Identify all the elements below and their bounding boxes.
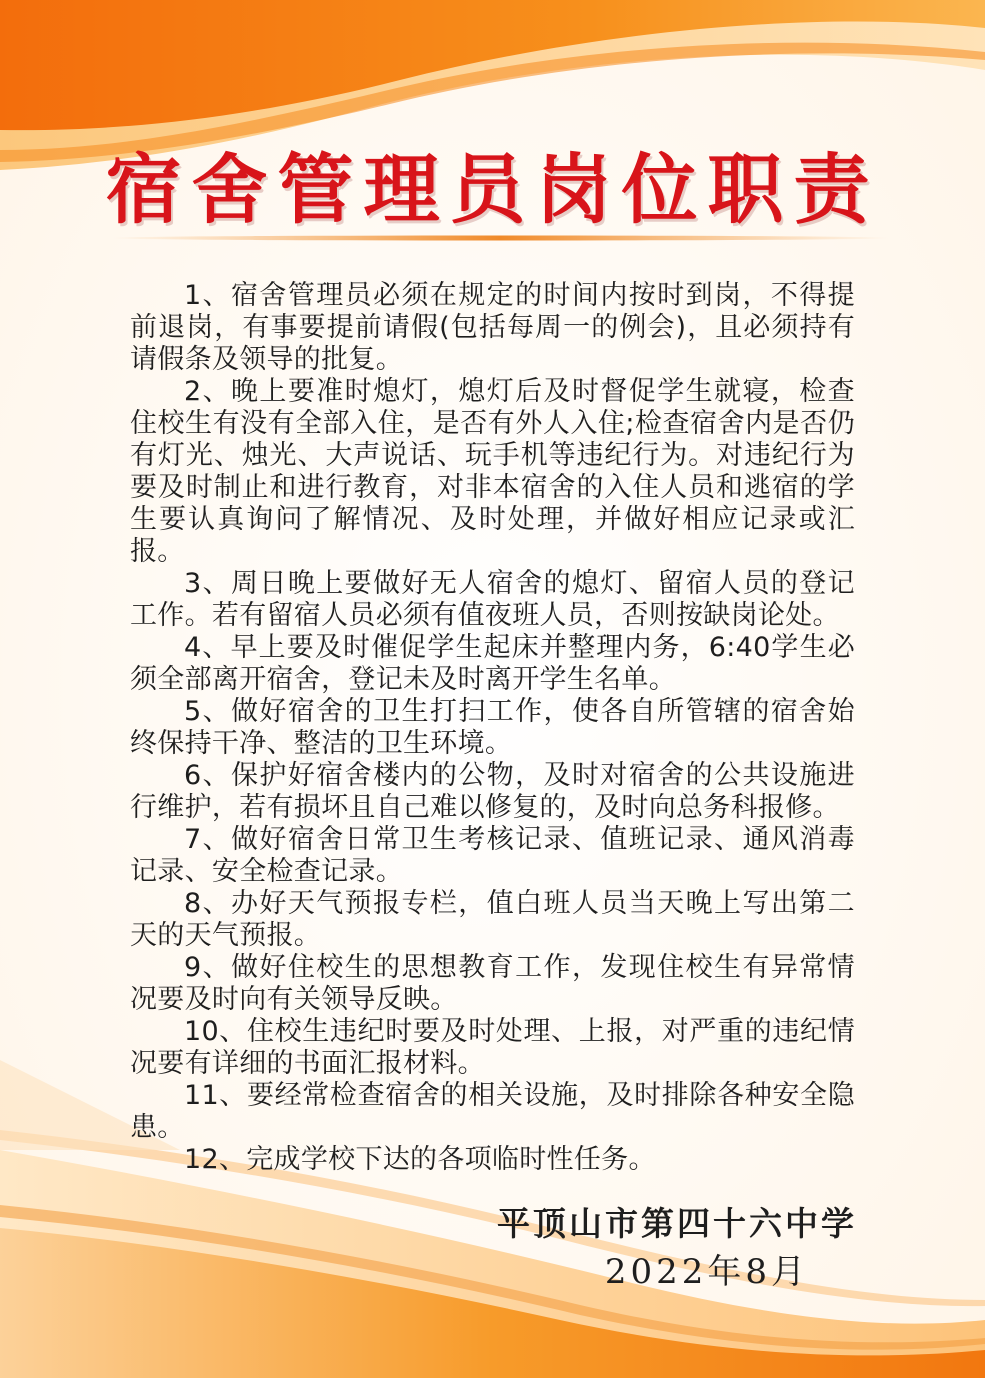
page-title: 宿舍管理员岗位职责 (105, 145, 880, 234)
duty-item-2: 2、晚上要准时熄灯，熄灯后及时督促学生就寝，检查住校生有没有全部入住，是否有外人入住;检查宿舍内是否仍有灯光、烛光、大声说话、玩手机等违纪行为。对违纪行为要及时制止和进行教育，对非本宿舍的入住人员和逃宿的学生要认真询问了解情况、及时处理，并做好相应记录或汇报。 (130, 376, 855, 567)
duty-item-1: 1、宿舍管理员必须在规定的时间内按时到岗，不得提前退岗，有事要提前请假(包括每周一的例会)，且必须持有请假条及领导的批复。 (130, 280, 855, 375)
issue-date: 2022年8月 (604, 1252, 809, 1292)
duty-item-8: 8、办好天气预报专栏，值白班人员当天晚上写出第二天的天气预报。 (130, 888, 855, 951)
duty-item-7: 7、做好宿舍日常卫生考核记录、值班记录、通风消毒记录、安全检查记录。 (130, 824, 855, 887)
duty-item-12: 12、完成学校下达的各项临时性任务。 (184, 1144, 656, 1175)
school-name: 平顶山市第四十六中学 (497, 1204, 857, 1243)
duty-item-9: 9、做好住校生的思想教育工作，发现住校生有异常情况要及时向有关领导反映。 (130, 952, 855, 1015)
duty-item-10: 10、住校生违纪时要及时处理、上报，对严重的违纪情况要有详细的书面汇报材料。 (130, 1016, 855, 1079)
duty-item-5: 5、做好宿舍的卫生打扫工作，使各自所管辖的宿舍始终保持干净、整洁的卫生环境。 (130, 696, 855, 759)
duty-item-6: 6、保护好宿舍楼内的公物，及时对宿舍的公共设施进行维护，若有损坏且自己难以修复的，及时向总务科报修。 (130, 760, 855, 823)
signature-block (497, 1200, 857, 1296)
title-underline (110, 235, 890, 241)
duty-item-3: 3、周日晚上要做好无人宿舍的熄灯、留宿人员的登记工作。若有留宿人员必须有值夜班人员，否则按缺岗论处。 (130, 568, 855, 631)
duty-item-11: 11、要经常检查宿舍的相关设施，及时排除各种安全隐患。 (130, 1080, 855, 1143)
duties-list (130, 280, 855, 1176)
duty-item-4: 4、早上要及时催促学生起床并整理内务，6:40学生必须全部离开宿舍，登记未及时离开学生名单。 (130, 632, 855, 695)
